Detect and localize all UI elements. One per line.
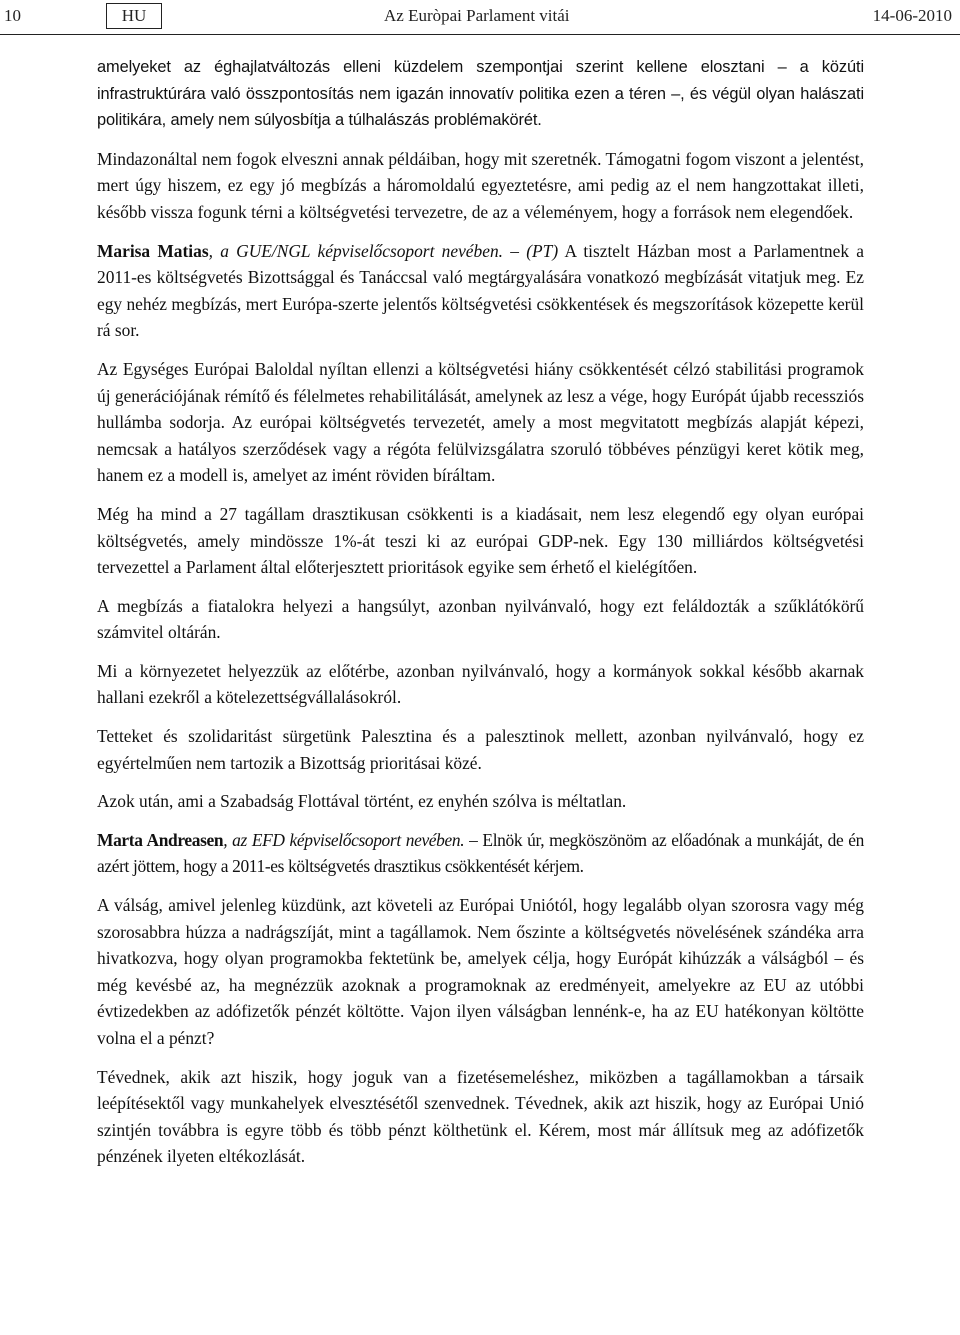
paragraph-8: Tetteket és szolidaritást sürgetünk Palesztina és a palesztinok mellett, azonban nyilvánvaló, hogy ez egyértelműen nem tartozik a Bizottság prioritásai közé. bbox=[97, 726, 864, 773]
speaker-affiliation-andreasen: , az EFD képviselőcsoport nevében. bbox=[223, 829, 465, 850]
speaker-name-matias: Marisa Matias bbox=[97, 240, 209, 261]
paragraph-11: A válság, amivel jelenleg küzdünk, azt követeli az Európai Uniótól, hogy legalább olyan szorosra vagy még szorosabbra húzza a nadrágszíját, mint a tagállamok. Nem őszinte a költségvetés növelésének szándéka arra hivatkozva, hogy olyan programokba fektetünk be, amelyek célja, hogy Európát kihúzzák a válságból – és még kevésbé az, ha megnézzük azoknak a programoknak az eredményeit, amelyekre az EU az utóbbi évtizedekben az adófizetők pénzét költötte. Vajon ilyen válságban lennénk-e, ha az EU hatékonyan költötte volna el a pénzt? bbox=[97, 895, 864, 1048]
paragraph-2: Mindazonáltal nem fogok elveszni annak példáiban, hogy mit szeretnék. Támogatni fogom viszont a jelentést, mert úgy hiszem, ez egy jó megbízás a háromoldalú egyeztetésre, ami pedig az el nem hangzottakat illeti, később vissza fogunk térni a költségvetési tervezetre, de az a véleményem, hogy a források nem elegendőek. bbox=[97, 148, 864, 222]
paragraph-4: Az Egységes Európai Baloldal nyíltan ellenzi a költségvetési hiány csökkentését célzó stabilitási programok új generációjának rémítő és félelmetes rehabilitálását, amelynek az lesz a vége, hogy Európát újabb recessziós hullámba sodorja. Az európai költségvetés tervezetét, amely a most megvitatott megbízás alapját képezi, nemcsak a hatályos szerződések vagy a régóta felülvizsgálatra szoruló többéves pénzügyi keret kötik meg, hanem ez a modell is, amelyet az imént röviden bíráltam. bbox=[97, 358, 864, 486]
speaker-affiliation-matias: , a GUE/NGL képviselőcsoport nevében. bbox=[208, 240, 503, 261]
paragraph-1: amelyeket az éghajlatváltozás elleni küzdelem szempontjai szerint kellene elosztani – a közúti infrastruktúrára való összpontosítás nem igazán innovatív politika ezen a téren –, és végül olyan halászati politikára, amely nem súlyosbítja a túlhalászás problémakörét. bbox=[97, 58, 864, 130]
header-date: 14-06-2010 bbox=[872, 6, 952, 25]
page-header bbox=[0, 0, 960, 32]
journal-title: Az Euròpai Parlament vitái bbox=[384, 6, 570, 25]
paragraph-12: Tévednek, akik azt hiszik, hogy joguk van a fizetésemeléshez, miközben a tagállamokban a társaik leépítésektől vagy munkahelyek elvesztésétől szenvednek. Tévednek, akik azt hiszik, hogy az Európai Unió szintjén továbbra is egyre több és több pénzt költhetünk el. Kérem, most már állítsuk meg az adófizetők pénzének ilyeten eltékozlását. bbox=[97, 1066, 864, 1167]
speech-text-andreasen: – Elnök úr, megköszönöm az előadónak a munkáját, de én azért jöttem, hogy a 2011-es költségvetés drasztikus csökkentését kérjem. bbox=[97, 829, 864, 877]
speech-text-matias: A tisztelt Házban most a Parlamentnek a 2011-es költségvetés Bizottsággal és Tanáccsal való megtárgyalására vonatkozó megbízását vitatjuk meg. Ez egy nehéz megbízás, mert Európa-szerte jelentős költségvetési csökkentések és megszorítások közepette kerül rá sor. bbox=[97, 240, 865, 341]
speaker-name-andreasen: Marta Andreasen bbox=[97, 829, 224, 850]
paragraph-3 bbox=[97, 238, 864, 344]
header-divider bbox=[0, 34, 960, 35]
paragraph-10 bbox=[97, 827, 864, 880]
document-body bbox=[97, 54, 864, 1182]
page-number: 10 bbox=[4, 6, 21, 25]
paragraph-9: Azok után, ami a Szabadság Flottával történt, ez enyhén szólva is méltatlan. bbox=[97, 791, 627, 812]
language-tag: (PT) bbox=[526, 240, 559, 261]
paragraph-6: A megbízás a fiatalokra helyezi a hangsúlyt, azonban nyilvánvaló, hogy ezt feláldozták a szűklátókörű számvitel oltárán. bbox=[97, 595, 864, 643]
paragraph-7: Mi a környezetet helyezzük az előtérbe, azonban nyilvánvaló, hogy a kormányok sokkal később akarnak hallani ezekről a kötelezettségvállalásokról. bbox=[97, 660, 864, 708]
paragraph-5: Még ha mind a 27 tagállam drasztikusan csökkenti is a kiadásait, nem lesz elegendő egy olyan európai költségvetés, amely mindössze 1%-át teszi ki az európai GDP-nek. Egy 130 milliárdos költségvetési tervezettel a Parlament által előterjesztett prioritások egyike sem érhető el kielégítően. bbox=[97, 503, 864, 578]
dash-separator: – bbox=[503, 240, 527, 261]
language-code-box: HU bbox=[106, 3, 162, 29]
